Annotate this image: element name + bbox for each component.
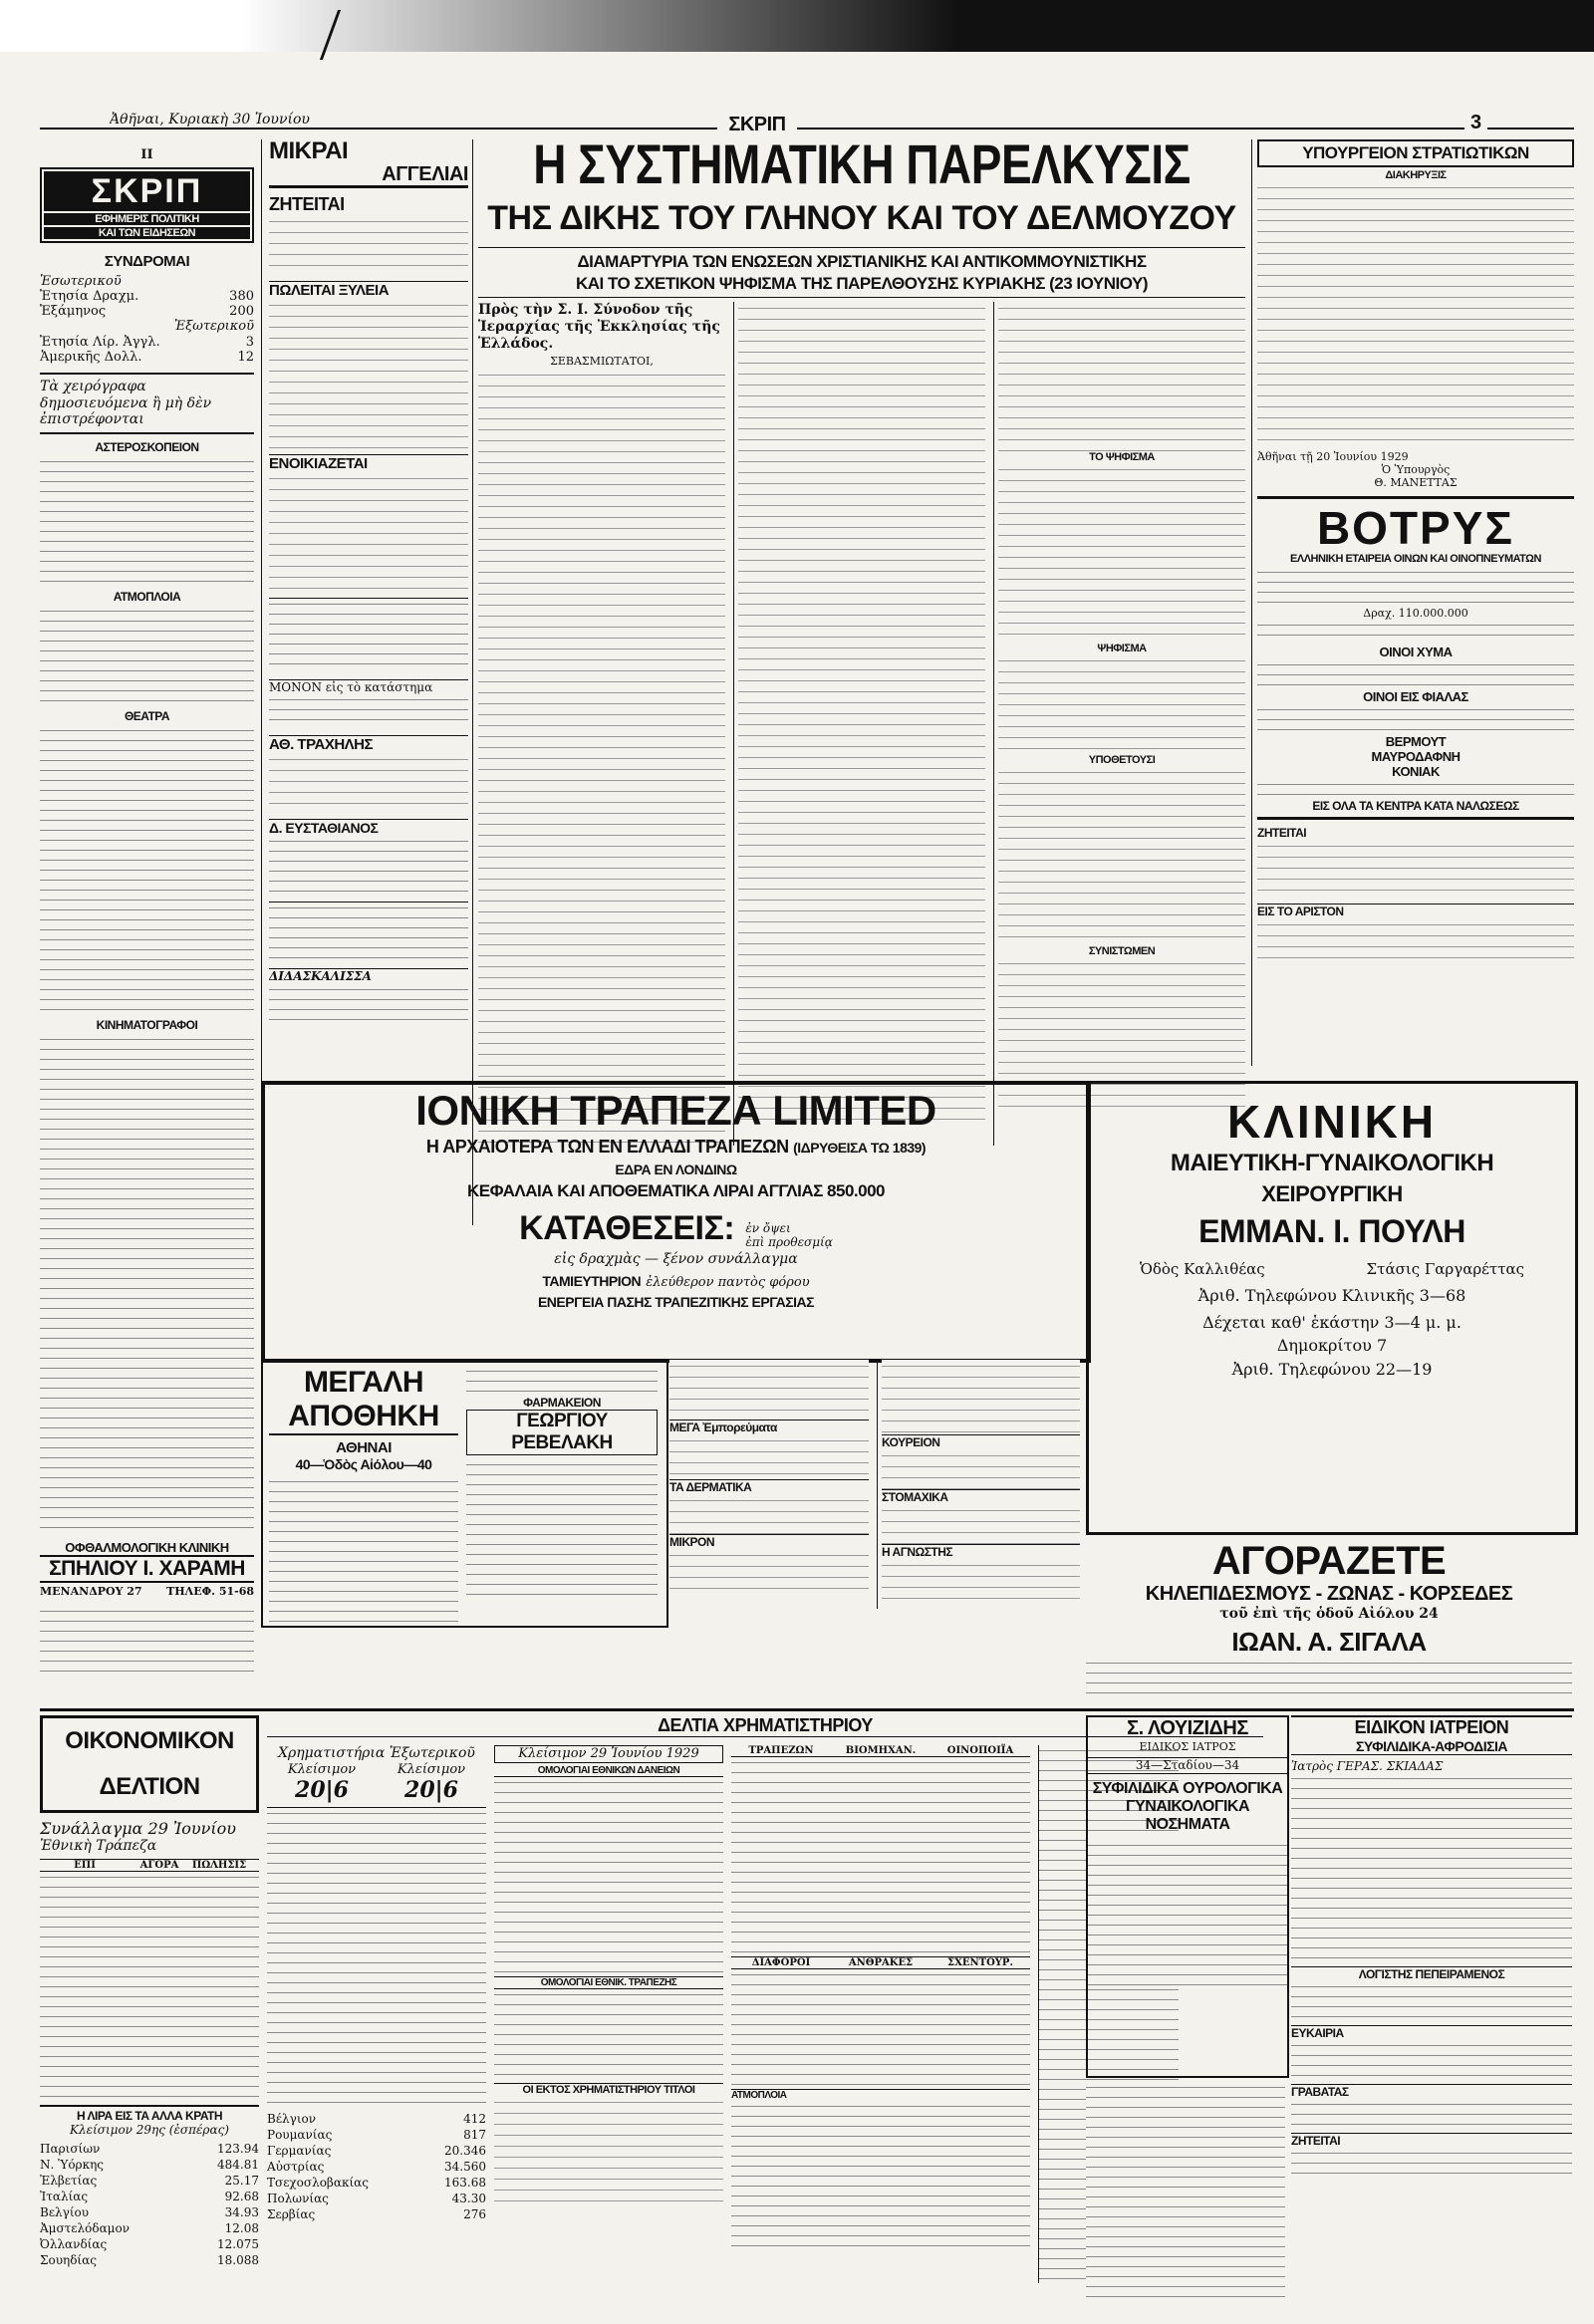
mid-ad-notice (669, 1360, 869, 1420)
bank-savings: ΤΑΜΙΕΥΤΗΡΙΟΝ (542, 1273, 642, 1290)
steamers-heading: ΑΤΜΟΠΛΟΙΑ (113, 590, 181, 605)
corsets-title: ΑΓΟΡΑΖΕΤΕ (1211, 1539, 1447, 1583)
eye-clinic-address: ΜΕΝΑΝΔΡΟΥ 27 (40, 1585, 142, 1599)
pharmacy-goods (466, 1459, 658, 1599)
lead-col-3-text-b (998, 463, 1245, 643)
ionian-bank-ad (261, 1081, 1091, 1363)
subs-value: 380 (229, 289, 254, 305)
economic-title: ΟΙΚΟΝΟΜΙΚΟΝ ΔΕΛΤΙΟΝ (40, 1715, 259, 1813)
subs-value: 3 (245, 334, 254, 350)
subscriptions-exterior: Ἐξωτερικοῦ (173, 319, 254, 335)
bank-savings-tail: ἐλεύθερον παντὸς φόρου (646, 1275, 810, 1291)
left-column (40, 147, 254, 1896)
botrys-product-desc (1257, 779, 1574, 799)
louizidis-ad (1086, 1715, 1289, 2078)
mid-ad-mega: ΜΕΓΑ Ἐμπορεύματα (669, 1420, 869, 1434)
botrys-product-desc (1257, 659, 1574, 689)
military-sign-role: Ὁ Ὑπουργὸς (1381, 463, 1451, 477)
rate-city: Ἐλβετίας (40, 2174, 98, 2189)
rate-value: 18.088 (217, 2253, 259, 2268)
botrys-ad (1257, 496, 1574, 820)
ad-enoikiazetai: ΕΝΟΙΚΙΑΖΕΤΑΙ (269, 454, 468, 472)
corsets-subtitle: ΚΗΛΕΠΙΔΕΣΜΟΥΣ - ΖΩΝΑΣ - ΚΟΡΣΕΔΕΣ (1145, 1583, 1513, 1605)
stockx-shares (731, 1745, 1030, 2250)
cinema-heading: ΚΙΝΗΜΑΤΟΓΡΑΦΟΙ (96, 1018, 198, 1033)
corsets-name: ΙΩΑΝ. Α. ΣΙΓΑΛΑ (1231, 1626, 1427, 1657)
rate-value: 412 (463, 2111, 486, 2126)
mid-ad-agnostis: Η ΑΓΝΩΣΤΗΣ (882, 1544, 1080, 1559)
eye-clinic-title: ΟΦΘΑΛΜΟΛΟΓΙΚΗ ΚΛΙΝΙΚΗ (65, 1540, 229, 1556)
scan-top-band (0, 0, 1594, 52)
col-divider-3 (1251, 139, 1252, 1066)
efkairia-body (1291, 2040, 1572, 2080)
mid-ad-kapetanaki (882, 1360, 1080, 1434)
rate-city: Πολωνίας (267, 2191, 329, 2205)
lead-columns (478, 302, 1245, 1146)
botrys-title: ΒΟΤΡΥΣ (1316, 501, 1515, 554)
subs-value: 12 (237, 349, 254, 365)
rate-city: Ἰταλίας (40, 2190, 89, 2204)
louizidis-body (1088, 1840, 1287, 1989)
stockx-bonds (494, 1745, 723, 2205)
bank-title: ΙΟΝΙΚΗ ΤΡΑΠΕΖΑ LIMITED (415, 1087, 936, 1134)
botrys-product-desc (1257, 704, 1574, 734)
rate-value: 163.68 (444, 2175, 486, 2190)
stockx-shares-table (731, 1757, 1030, 1956)
rate-value: 25.17 (224, 2174, 259, 2189)
bottom-mid-notice (1086, 2082, 1285, 2303)
rate-value: 123.94 (217, 2142, 259, 2157)
economic-bulletin (40, 1715, 259, 2303)
rate-row (267, 2191, 486, 2206)
stockx-misc-table (731, 1969, 1030, 2089)
pharmacy-intro (466, 1366, 658, 1396)
rate-row (40, 2236, 259, 2252)
rate-city: Βέλγιον (267, 2111, 317, 2126)
ad-eustathianos-body (269, 836, 468, 896)
lead-col-3-text-d (998, 766, 1245, 945)
bank-deposits-a: ἐν ὄψει (745, 1220, 791, 1235)
stockx-close-value: 20|6 (404, 1776, 458, 1803)
clinic-title: ΚΛΙΝΙΚΗ (1226, 1096, 1438, 1148)
lead-col-3 (993, 302, 1245, 1146)
warehouse-right (466, 1366, 658, 1599)
military-sign-date: Ἀθῆναι τῇ 20 Ἰουνίου 1929 (1257, 450, 1409, 463)
clinic-street-right: Στάσις Γαργαρέττας (1366, 1260, 1525, 1278)
rate-city: Παρισίων (40, 2142, 101, 2157)
stockx-loans-title: ΟΜΟΛΟΓΙΑΙ ΕΘΝΙΚΩΝ ΔΑΝΕΙΩΝ (494, 1765, 723, 1777)
rate-value: 43.30 (451, 2191, 486, 2205)
ad-trachilis: ΑΘ. ΤΡΑΧΗΛΗΣ (269, 735, 468, 753)
subscriptions-interior: Ἐσωτερικοῦ (40, 273, 122, 289)
clinic-street-2: Δημοκρίτου 7 (1276, 1336, 1388, 1356)
stockx-sub-headers (731, 1956, 1030, 1969)
botrys-capital: Δραχ. 110.000.000 (1363, 606, 1468, 620)
stockx-bonds-table (494, 1989, 723, 2079)
stockx-foreign (267, 1745, 486, 2222)
clinic-tel: Ἀριθ. Τηλεφώνου Κλινικῆς 3—68 (1197, 1286, 1466, 1305)
theatre-listings (40, 725, 254, 1014)
stockx-share-headers (731, 1745, 1030, 1757)
cinema-listings (40, 1034, 254, 1532)
stockx-close-label: Κλείσιμον (397, 1761, 466, 1777)
lead-col-2-text (738, 302, 985, 1129)
military-text (1257, 181, 1574, 450)
right-ad-zitite: ΖΗΤΕΙΤΑΙ (1257, 825, 1307, 840)
economic-top-rule (40, 1708, 1574, 1711)
rate-value: 12.075 (217, 2237, 259, 2252)
clinic-tel-2: Ἀριθ. Τηλεφώνου 22—19 (1231, 1359, 1433, 1379)
mid-ad-mikron: ΜΙΚΡΟΝ (669, 1534, 869, 1549)
bank-deposits: ΚΑΤΑΘΕΣΕΙΣ: (519, 1209, 735, 1247)
rate-row (267, 2143, 486, 2159)
stockx-open-label: Κλείσιμον (287, 1761, 357, 1777)
rate-value: 20.346 (444, 2143, 486, 2158)
eye-clinic-address-row (40, 1585, 254, 1598)
subs-label: Ἑξάμηνος (40, 304, 107, 320)
military-subtitle: ΔΙΑΚΗΡΥΞΙΣ (1385, 169, 1447, 181)
stockx-header-steamers: ΑΤΜΟΠΛΟΙΑ (731, 2089, 1030, 2101)
observatory-text (40, 456, 254, 586)
mid-ad-dermatika: ΤΑ ΔΕΡΜΑΤΙΚΑ (669, 1479, 869, 1494)
ad-trachilis-body (269, 753, 468, 813)
stockx-gold-rows (267, 2111, 486, 2222)
mid-ad-dermatika-body (669, 1494, 869, 1534)
lead-salutation: ΣΕΒΑΣΜΙΩΤΑΤΟΙ, (550, 355, 654, 369)
subscriptions-row (40, 335, 254, 350)
subs-value: 200 (229, 304, 254, 320)
masthead-subtitle-2: ΚΑΙ ΤΩΝ ΕΙΔΗΣΕΩΝ (44, 227, 250, 239)
botrys-info (1257, 567, 1574, 607)
stockx-open-value: 20|6 (295, 1776, 349, 1803)
right-zitite-title: ΖΗΤΕΙΤΑΙ (1291, 2133, 1572, 2148)
masthead-subtitle: ΕΦΗΜΕΡΙΣ ΠΟΛΙΤΙΚΗ (44, 213, 250, 225)
subscriptions-row (40, 304, 254, 319)
botrys-product: ΟΙΝΟΙ ΧΥΜΑ (1379, 644, 1453, 659)
right-bottom-column (1291, 1715, 1572, 2303)
right-ad-aristo: ΕΙΣ ΤΟ ΑΡΙΣΤΟΝ (1257, 904, 1574, 918)
stockx-header-coal: ΑΝΘΡΑΚΕΣ (848, 1957, 914, 1968)
pharmacy-label: ΦΑΡΜΑΚΕΙΟΝ (523, 1396, 601, 1410)
bank-deposits-row (265, 1209, 1087, 1249)
fx-title: Συνάλλαγμα 29 Ἰουνίου (40, 1819, 237, 1838)
small-ads-title: ΜΙΚΡΑΙ (269, 139, 349, 164)
bank-deposits-b: ἐπὶ προθεσμίᾳ (745, 1234, 833, 1249)
botrys-address (1257, 620, 1574, 645)
ad-monon-body (269, 694, 468, 729)
mid-ad-mikron-body (669, 1549, 869, 1589)
lead-article (478, 139, 1245, 1225)
mid-ad-stomachika-body (882, 1504, 1080, 1544)
gold-date: Κλείσιμον 29ης (ἑσπέρας) (70, 2122, 229, 2137)
lead-address: Πρὸς τὴν Σ. Ι. Σύνοδον τῆς Ἱεραρχίας τῆς Ἐκκλησίας τῆς Ἑλλάδος. (478, 302, 720, 352)
fx-table-body (40, 1872, 259, 2101)
rate-row (267, 2111, 486, 2127)
warehouse-goods (269, 1476, 458, 1628)
stockx-loans-table (494, 1777, 723, 1976)
warehouse-city: ΑΘΗΝΑΙ (336, 1439, 392, 1456)
lead-subhead-ypothetousi: ΥΠΟΘΕΤΟΥΣΙ (1088, 754, 1156, 766)
left-page-number: II (140, 147, 153, 162)
pharmacy-owner: ΓΕΩΡΓΙΟΥ ΡΕΒΕΛΑΚΗ (466, 1410, 658, 1455)
clinic-subtitle-2: ΧΕΙΡΟΥΡΓΙΚΗ (1261, 1181, 1403, 1206)
lead-col-2 (733, 302, 985, 1146)
rate-row (267, 2159, 486, 2175)
clinic-hours: Δέχεται καθ' ἑκάστην 3—4 μ. μ. (1202, 1313, 1461, 1333)
rate-row (40, 2204, 259, 2220)
ad-didaskalissa: ΔΙΔΑΣΚΑΛΙΣΣΑ (269, 968, 468, 983)
date-line: Ἀθῆναι, Κυριακὴ 30 Ἰουνίου (110, 112, 310, 128)
botrys-footer: ΕΙΣ ΟΛΑ ΤΑ ΚΕΝΤΡΑ ΚΑΤΑ ΝΑΛΩΣΕΩΣ (1312, 798, 1519, 813)
ad-poleitai-body (269, 299, 468, 448)
rate-row (40, 2220, 259, 2236)
rate-row (40, 2173, 259, 2189)
eye-clinic-name: ΣΠΗΛΙΟΥ Ι. ΧΑΡΑΜΗ (40, 1555, 254, 1583)
middle-small-ads (669, 1360, 1080, 1624)
ad-notice-body (269, 902, 468, 962)
ad-hotel-body (269, 598, 468, 673)
gravatas-title: ΓΡΑΒΑΤΑΣ (1291, 2084, 1572, 2099)
rate-row (267, 2175, 486, 2191)
bank-seat: ΕΔΡΑ ΕΝ ΛΟΝΔΙΝΩ (615, 1162, 737, 1177)
ad-didaskalissa-body (269, 984, 468, 1029)
stockx-header-misc: ΔΙΑΦΟΡΟΙ (751, 1957, 811, 1968)
efkairia-title: ΕΥΚΑΙΡΙΑ (1291, 2025, 1572, 2040)
rate-row (40, 2189, 259, 2204)
corsets-body (1086, 1658, 1572, 1698)
warehouse-left (269, 1366, 458, 1628)
mid-ad-kourio: ΚΟΥΡΕΙΟΝ (882, 1434, 1080, 1449)
ad-eustathianos: Δ. ΕΥΣΤΑΘΙΑΝΟΣ (269, 819, 468, 836)
botrys-product: ΜΑΥΡΟΔΑΦΝΗ (1371, 748, 1461, 764)
rate-value: 276 (463, 2206, 486, 2221)
rate-city: Σερβίας (267, 2206, 316, 2221)
stockx-outside-text (494, 2096, 723, 2205)
lead-col-3-text-a (998, 302, 1245, 451)
bank-subtitle (265, 1137, 1087, 1158)
stockx-header-wine: ΟΙΝΟΠΟΙΪΑ (946, 1745, 1014, 1756)
fx-header-epi: ΕΠΙ (74, 1859, 96, 1871)
rate-value: 484.81 (217, 2158, 259, 2173)
ad-zitite-body (269, 215, 468, 275)
rate-value: 12.08 (224, 2221, 259, 2236)
subs-label: Ἐτησία Δραχμ. (40, 289, 139, 305)
page-header-paper: ΣΚΡΙΠ (717, 114, 797, 136)
rate-row (40, 2252, 259, 2268)
clinic-address-row (1089, 1260, 1575, 1278)
rate-city: Ἀμστελόδαμον (40, 2221, 130, 2236)
botrys-subtitle: ΕΛΛΗΝΙΚΗ ΕΤΑΙΡΕΙΑ ΟΙΝΩΝ ΚΑΙ ΟΙΝΟΠΝΕΥΜΑΤΩΝ (1290, 552, 1541, 565)
bottom-mid-notice-body (1086, 2082, 1285, 2301)
clinic2-subtitle: ΣΥΦΙΛΙΔΙΚΑ-ΑΦΡΟΔΙΣΙΑ (1291, 1738, 1572, 1755)
fx-header-buy: ΑΓΟΡΑ (139, 1859, 179, 1871)
stockx-bonds-title: ΟΜΟΛΟΓΙΑΙ ΕΘΝΙΚ. ΤΡΑΠΕΖΗΣ (494, 1976, 723, 1989)
clinic2-title: ΕΙΔΙΚΟΝ ΙΑΤΡΕΙΟΝ (1291, 1715, 1572, 1738)
botrys-product: ΚΟΝΙΑΚ (1392, 763, 1440, 779)
mid-ad-stomachika: ΣΤΟΜΑΧΙΚΑ (882, 1489, 1080, 1504)
warehouse-title: ΜΕΓΑΛΗ ΑΠΟΘΗΚΗ (269, 1366, 458, 1435)
right-ad-aristo-body (1257, 918, 1574, 968)
corsets-address: τοῦ ἐπὶ τῆς ὁδοῦ Αἰόλου 24 (1219, 1606, 1439, 1622)
clinic-street-left: Ὁδὸς Καλλιθέας (1139, 1260, 1265, 1278)
rate-row (267, 2206, 486, 2222)
bank-founded: (ΙΔΡΥΘΕΙΣΑ ΤΩ 1839) (793, 1140, 927, 1156)
fx-header-sell: ΠΩΛΗΣΙΣ (191, 1859, 247, 1871)
logistis-body (1291, 1981, 1572, 2021)
right-zitite-body (1291, 2148, 1572, 2178)
rate-row (267, 2127, 486, 2143)
page-header-number: 3 (1464, 112, 1487, 134)
warehouse-address: 40—Ὁδὸς Αἰόλου—40 (295, 1456, 432, 1472)
steamers-text (40, 606, 254, 705)
stockx-header-banks: ΤΡΑΠΕΖΩΝ (748, 1745, 814, 1756)
stockx-closing-title: Κλείσιμον 29 Ἰουνίου 1929 (494, 1745, 723, 1763)
manuscript-notice: Τὰ χειρόγραφα δημοσιευόμενα ἢ μὴ δὲν ἐπιστρέφονται (40, 373, 254, 434)
stockx-outside-title: ΟΙ ΕΚΤΟΣ ΧΡΗΜΑΤΙΣΤΗΡΙΟΥ ΤΙΤΛΟΙ (494, 2083, 723, 2096)
rate-value: 92.68 (224, 2190, 259, 2204)
lead-headline-2: ΤΗΣ ΔΙΚΗΣ ΤΟΥ ΓΛΗΝΟΥ ΚΑΙ ΤΟΥ ΔΕΛΜΟΥΖΟΥ (487, 199, 1236, 237)
mid-ads-col-left (669, 1360, 869, 1589)
mid-ad-agnostis-body (882, 1559, 1080, 1609)
military-sign-name: Θ. ΜΑΝΕΤΤΑΣ (1374, 476, 1458, 490)
ad-monon: ΜΟΝΟΝ εἰς τὸ κατάστημα (269, 679, 468, 694)
lead-col-1 (478, 302, 725, 1146)
bank-deposits-types (745, 1221, 832, 1249)
subs-label: Ἀμερικῆς Δολλ. (40, 349, 142, 365)
observatory-heading: ΑΣΤΕΡΟΣΚΟΠΕΙΟΝ (95, 440, 199, 455)
clinic2-body (1291, 1773, 1572, 1962)
left-masthead (40, 167, 254, 243)
right-ad-zitite-body (1257, 840, 1574, 900)
stockx-foreign-title: Χρηματιστήρια Ἐξωτερικοῦ (278, 1745, 475, 1761)
bank-savings-row (265, 1271, 1087, 1290)
stockx-foreign-table (267, 1807, 486, 2107)
bank-capital: ΚΕΦΑΛΑΙΑ ΚΑΙ ΑΠΟΘΕΜΑΤΙΚΑ ΛΙΡΑΙ ΑΓΓΛΙΑΣ 850.000 (466, 1181, 886, 1200)
rate-city: Αὐστρίας (267, 2159, 325, 2174)
lead-headline: Η ΣΥΣΤΗΜΑΤΙΚΗ ΠΑΡΕΛΚΥΣΙΣ (533, 139, 1191, 196)
small-ads-column (269, 139, 468, 1225)
louizidis-name: Σ. ΛΟΥΙΖΙΔΗΣ (1127, 1717, 1248, 1739)
rate-value: 817 (463, 2127, 486, 2142)
right-column-top (1257, 139, 1574, 1066)
lead-col-1-text (478, 369, 725, 1146)
left-bottom-notice (40, 1606, 254, 1676)
rate-value: 34.93 (224, 2205, 259, 2220)
stockx-close-values (267, 1777, 486, 1803)
small-ads-title-2: ΑΓΓΕΛΙΑΙ (269, 163, 468, 188)
stockx-steamers-table (731, 2101, 1030, 2250)
lead-subhead-synistomen: ΣΥΝΙΣΤΩΜΕΝ (1088, 945, 1156, 957)
logistis-title: ΛΟΓΙΣΤΗΣ ΠΕΠΕΙΡΑΜΕΝΟΣ (1291, 1966, 1572, 1981)
ad-poleitai: ΠΩΛΕΙΤΑΙ ΞΥΛΕΙΑ (269, 281, 468, 299)
theatre-heading: ΘΕΑΤΡΑ (124, 709, 170, 724)
bank-subtitle-text: Η ΑΡΧΑΙΟΤΕΡΑ ΤΩΝ ΕΝ ΕΛΛΑΔΙ ΤΡΑΠΕΖΩΝ (425, 1137, 789, 1157)
rate-value: 34.560 (444, 2159, 486, 2174)
lead-deck-2: ΚΑΙ ΤΟ ΣΧΕΤΙΚΟΝ ΨΗΦΙΣΜΑ ΤΗΣ ΠΑΡΕΛΘΟΥΣΗΣ ΚΥΡΙΑΚΗΣ (23 ΙΟΥΝΙΟΥ) (478, 274, 1245, 298)
rate-city: Γερμανίας (267, 2143, 332, 2158)
clinic-subtitle: ΜΑΙΕΥΤΙΚΗ-ΓΥΝΑΙΚΟΛΟΓΙΚΗ (1170, 1150, 1494, 1176)
clinic2-doctor: Ἰατρὸς ΓΕΡΑΣ. ΣΚΙΑΔΑΣ (1291, 1759, 1444, 1773)
col-divider-2 (472, 139, 473, 1225)
rate-row (40, 2141, 259, 2157)
mid-ad-mega-body (669, 1434, 869, 1479)
col-divider-1 (261, 139, 262, 1225)
botrys-product: ΒΕΡΜΟΥΤ (1385, 733, 1447, 749)
rate-city: Τσεχοσλοβακίας (267, 2175, 369, 2190)
stockx-title: ΔΕΛΤΙΑ ΧΡΗΜΑΤΙΣΤΗΡΙΟΥ (267, 1715, 1263, 1737)
stockx-header-schentour: ΣΧΕΝΤΟΥΡ. (947, 1957, 1013, 1968)
rate-row (40, 2157, 259, 2173)
subscriptions-title: ΣΥΝΔΡΟΜΑΙ (104, 252, 190, 270)
ad-enoikiazetai-body (269, 472, 468, 592)
fx-table-header (40, 1859, 259, 1872)
lead-deck: ΔΙΑΜΑΡΤΥΡΙΑ ΤΩΝ ΕΝΩΣΕΩΝ ΧΡΙΣΤΙΑΝΙΚΗΣ ΚΑΙ ΑΝΤΙΚΟΜΜΟΥΝΙΣΤΙΚΗΣ (478, 247, 1245, 272)
rate-city: Σουηδίας (40, 2253, 97, 2268)
stockx-close-labels (267, 1762, 486, 1777)
stockx-header-industry: ΒΙΟΜΗΧΑΝ. (845, 1745, 917, 1756)
gold-title: Η ΛΙΡΑ ΕΙΣ ΤΑ ΑΛΛΑ ΚΡΑΤΗ (40, 2105, 259, 2123)
rate-city: Ν. Ὑόρκης (40, 2158, 105, 2173)
bank-exchange: εἰς δραχμὰς — ξένον συνάλλαγμα (554, 1250, 798, 1267)
louizidis-role: ΕΙΔΙΚΟΣ ΙΑΤΡΟΣ (1139, 1740, 1236, 1753)
mid-ad-kourio-body (882, 1449, 1080, 1489)
lead-col-3-text-c (998, 654, 1245, 754)
clinic-ad (1086, 1081, 1578, 1535)
gold-rows (40, 2141, 259, 2268)
louizidis-specialty: ΣΥΦΙΛΙΔΙΚΑ ΟΥΡΟΛΟΓΙΚΑ ΓΥΝΑΙΚΟΛΟΓΙΚΑ ΝΟΣΗΜΑΤΑ (1092, 1779, 1283, 1833)
ad-zitite: ΖΗΤΕΙΤΑΙ (269, 194, 345, 214)
masthead-title: ΣΚΡΙΠ (44, 171, 250, 211)
rate-city: Ὀλλανδίας (40, 2237, 108, 2252)
rate-city: Ρουμανίας (267, 2127, 333, 2142)
mid-ads-col-right (877, 1360, 1080, 1609)
rate-city: Βελγίου (40, 2205, 90, 2220)
clinic-doctor-name: ΕΜΜΑΝ. Ι. ΠΟΥΛΗ (1198, 1213, 1465, 1249)
bank-footer: ΕΝΕΡΓΕΙΑ ΠΑΣΗΣ ΤΡΑΠΕΖΙΤΙΚΗΣ ΕΡΓΑΣΙΑΣ (537, 1294, 815, 1311)
warehouse-ad (261, 1360, 668, 1628)
eye-clinic-tel: ΤΗΛΕΦ. 51-68 (166, 1585, 254, 1599)
louizidis-address: 34—Σταδίου—34 (1088, 1757, 1287, 1773)
military-title: ΥΠΟΥΡΓΕΙΟΝ ΣΤΡΑΤΙΩΤΙΚΩΝ (1257, 139, 1574, 167)
subscriptions-row (40, 289, 254, 304)
subscriptions-row (40, 350, 254, 365)
lead-subhead-psifisma: ΤΟ ΨΗΦΙΣΜΑ (1089, 451, 1155, 463)
gravatas-body (1291, 2099, 1572, 2129)
lead-subhead-psifisma-2: ΨΗΦΙΣΜΑ (1097, 643, 1147, 654)
botrys-product: ΟΙΝΟΙ ΕΙΣ ΦΙΑΛΑΣ (1363, 688, 1468, 704)
subs-label: Ἐτησία Λίρ. Ἀγγλ. (40, 334, 160, 350)
fx-bank: Ἐθνικὴ Τράπεζα (40, 1838, 157, 1855)
corsets-ad (1086, 1539, 1572, 1698)
